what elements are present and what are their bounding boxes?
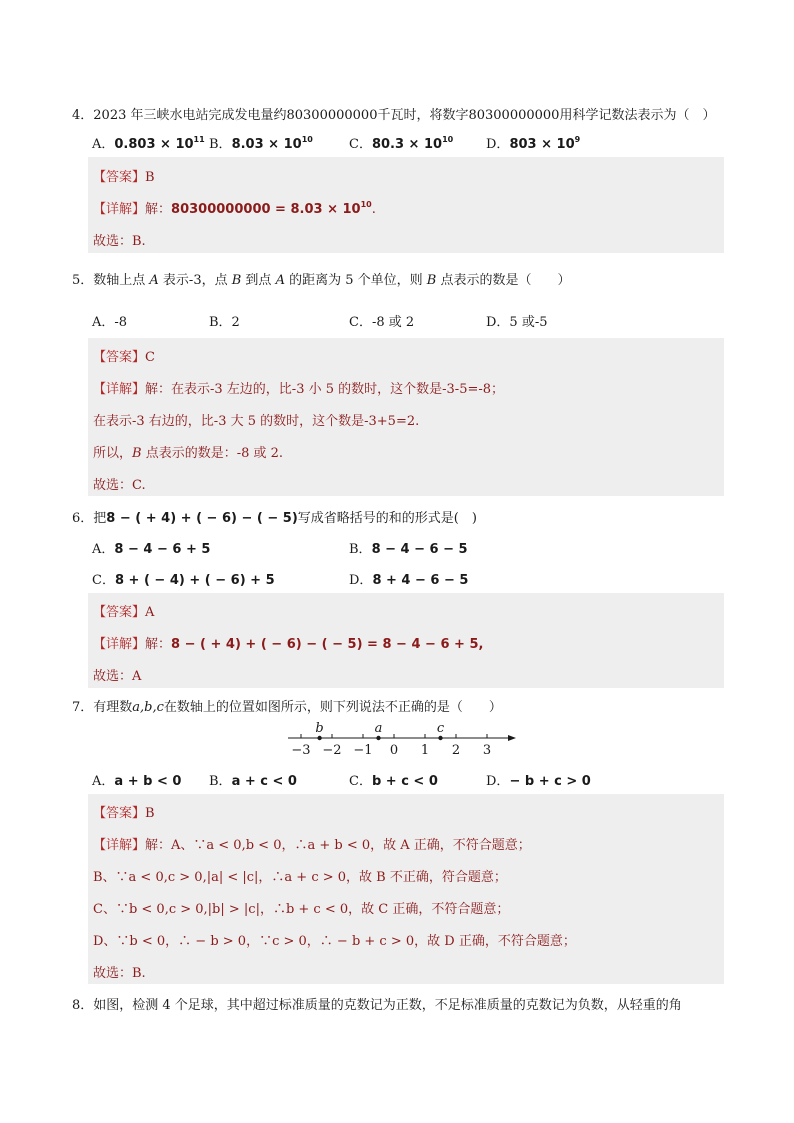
- number-line-tick-label: 2: [451, 743, 461, 758]
- q5-answer: 【答案】C: [93, 350, 155, 365]
- question-4-stem: 4．2023 年三峡水电站完成发电量约80300000000千瓦时，将数字80300000000用科学记数法表示为（ ）: [72, 108, 716, 123]
- q7-option-a: A．a + b < 0: [92, 774, 182, 789]
- q5-option-b: B．2: [209, 315, 240, 330]
- q7-detail-line-1: 【详解】解：A、∵a < 0,b < 0，∴a + b < 0，故 A 正确，不符合题意；: [93, 838, 531, 853]
- question-5-stem: 5．数轴上点 A 表示-3，点 B 到点 A 的距离为 5 个单位，则 B 点表示的数是（ ）: [72, 273, 571, 288]
- q4-answer: 【答案】B: [93, 170, 155, 185]
- q5-detail-line-3: 所以，B 点表示的数是：-8 或 2.: [93, 446, 284, 461]
- number-line-tick-label: 3: [482, 743, 492, 758]
- q5-conclusion: 故选：C.: [93, 478, 146, 493]
- q4-option-a: A．$0.803 \times 10^{11}$: [92, 135, 205, 152]
- q7-answer: 【答案】B: [93, 806, 155, 821]
- q7-option-d: D．− b + c > 0: [486, 774, 591, 789]
- number-line-tick-label: −3: [291, 743, 311, 758]
- number-line-point-b: [317, 736, 321, 740]
- question-7-stem: 7．有理数a,b,c在数轴上的位置如图所示，则下列说法不正确的是（ ）: [72, 700, 502, 715]
- q7-answer-box: [88, 794, 724, 984]
- q7-detail-line-4: D、∵b < 0，∴ − b > 0，∵c > 0，∴ − b + c > 0，故 D 正确，不符合题意；: [93, 934, 576, 949]
- q6-answer: 【答案】A: [93, 605, 155, 620]
- q5-option-d: D．5 或-5: [486, 315, 548, 330]
- number-line-tick-label: −2: [322, 743, 342, 758]
- q6-conclusion: 故选：A: [93, 669, 142, 684]
- question-8-stem: 8．如图，检测 4 个足球，其中超过标准质量的克数记为正数，不足标准质量的克数记为负数，从轻重的角: [72, 998, 682, 1013]
- q6-option-c: C．8 + ( − 4) + ( − 6) + 5: [92, 573, 275, 588]
- number-line-point-label-c: c: [436, 721, 445, 736]
- q7-detail-line-2: B、∵a < 0,c > 0,|a| < |c|，∴a + c > 0，故 B 不正确，符合题意；: [93, 870, 507, 885]
- number-line-point-c: [438, 736, 442, 740]
- number-line-point-a: [376, 736, 380, 740]
- q7-conclusion: 故选：B.: [93, 966, 146, 981]
- question-6-stem: 6．把8 − ( + 4) + ( − 6) − ( − 5)写成省略括号的和的形式是( ): [72, 511, 477, 526]
- number-line-tick-label: 0: [389, 743, 399, 758]
- q6-option-a: A．8 − 4 − 6 + 5: [92, 542, 211, 557]
- q6-option-d: D．8 + 4 − 6 − 5: [349, 573, 469, 588]
- number-line-point-label-a: a: [374, 721, 383, 736]
- q4-option-c: C．$80.3 \times 10^{10}$: [349, 135, 454, 152]
- q7-option-b: B．a + c < 0: [209, 774, 297, 789]
- q5-option-a: A．-8: [92, 315, 128, 330]
- q4-option-b: B．$8.03 \times 10^{10}$: [209, 135, 313, 152]
- q4-option-d: D．$803 \times 10^9$: [486, 135, 581, 152]
- number-line-tick-label: −1: [353, 743, 373, 758]
- number-line-arrow-icon: [508, 735, 516, 741]
- number-line-figure: [285, 719, 525, 761]
- number-line-point-label-b: b: [315, 721, 324, 736]
- q7-option-c: C．b + c < 0: [349, 774, 438, 789]
- q6-option-b: B．8 − 4 − 6 − 5: [349, 542, 468, 557]
- q5-detail-line-2: 在表示-3 右边的，比-3 大 5 的数时，这个数是-3+5=2.: [93, 414, 420, 429]
- q5-option-c: C．-8 或 2: [349, 315, 415, 330]
- q6-detail: 【详解】解：8 − ( + 4) + ( − 6) − ( − 5) = 8 − 4 − 6 + 5,: [93, 637, 484, 652]
- q5-detail-line-1: 【详解】解：在表示-3 左边的，比-3 小 5 的数时，这个数是-3-5=-8；: [93, 382, 505, 397]
- q4-detail: 【详解】解：$80300000000 = 8.03 \times 10^{10}$.: [93, 200, 376, 217]
- number-line-tick-label: 1: [420, 743, 430, 758]
- q7-number-line: [285, 719, 525, 765]
- q4-conclusion: 故选：B.: [93, 234, 146, 249]
- q7-detail-line-3: C、∵b < 0,c > 0,|b| > |c|，∴b + c < 0，故 C 正确，不符合题意；: [93, 902, 510, 917]
